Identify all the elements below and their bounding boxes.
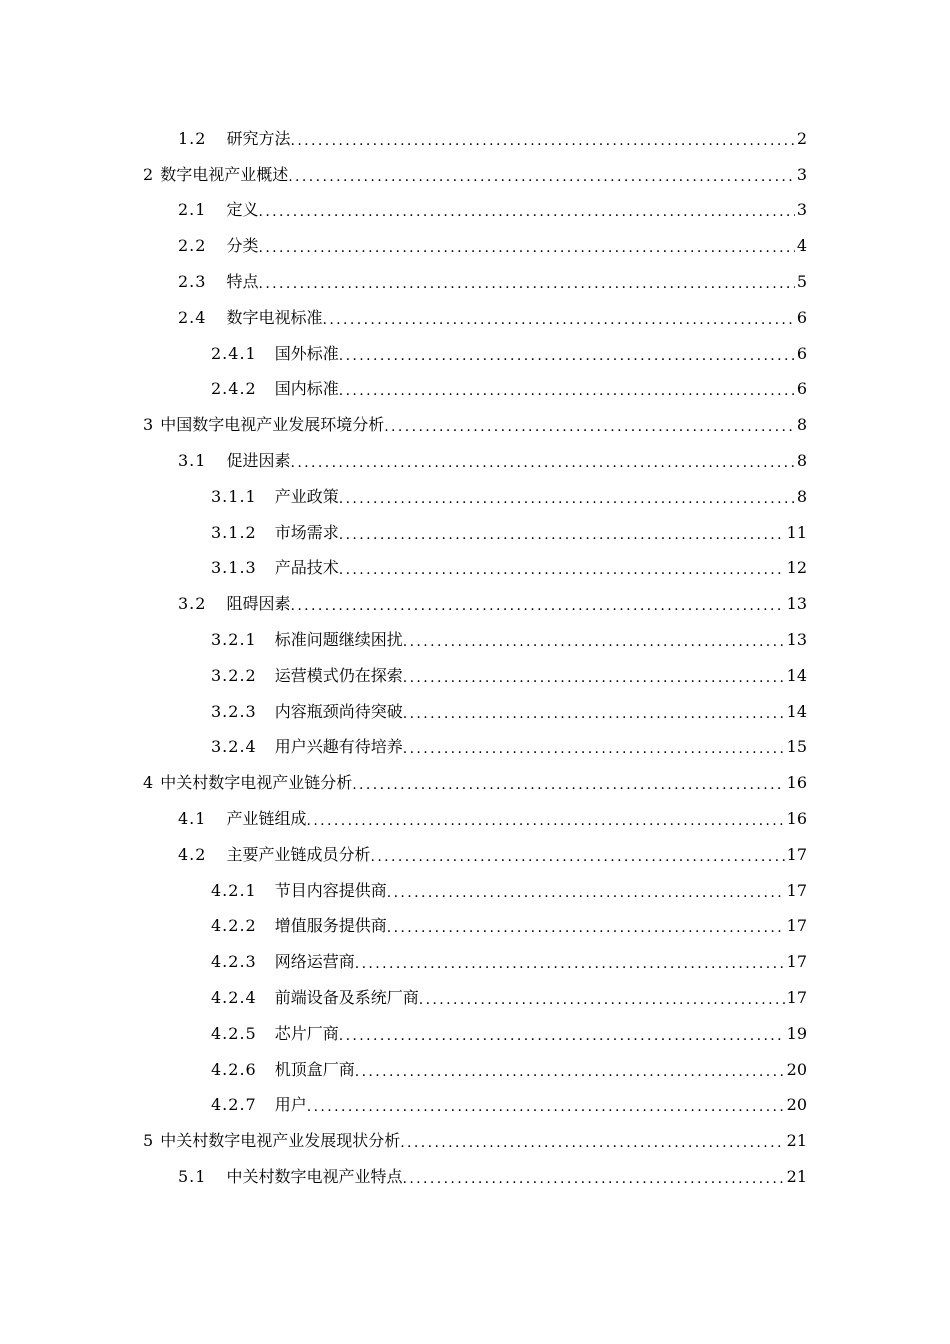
toc-entry-number: 2.3 xyxy=(178,272,207,292)
toc-entry[interactable] xyxy=(0,264,950,300)
toc-entry-title: 芯片厂商 xyxy=(274,1023,339,1043)
toc-entry-title: 网络运营商 xyxy=(274,952,355,972)
toc-entry-title: 增值服务提供商 xyxy=(274,916,387,936)
toc-entry-title: 中关村数字电视产业链分析 xyxy=(160,773,353,793)
dot-leader xyxy=(403,707,785,721)
toc-entry-number: 4.2.4 xyxy=(211,988,257,1008)
toc-entry[interactable] xyxy=(0,336,950,372)
toc-entry-page: 17 xyxy=(786,880,807,900)
toc-entry-number: 2 xyxy=(143,164,155,184)
dot-leader xyxy=(403,671,785,685)
dot-leader xyxy=(339,1029,785,1043)
toc-entry-title: 用户兴趣有待培养 xyxy=(274,737,403,757)
toc-entry-number: 3.1.2 xyxy=(211,522,257,542)
dot-leader xyxy=(290,134,794,148)
toc-entry-page: 6 xyxy=(796,307,807,327)
toc-entry-title: 促进因素 xyxy=(226,451,291,471)
toc-entry-title: 机顶盒厂商 xyxy=(274,1059,355,1079)
dot-leader xyxy=(339,349,795,363)
toc-entry-title: 产业政策 xyxy=(274,486,339,506)
dot-leader xyxy=(290,599,784,613)
toc-entry[interactable] xyxy=(0,407,950,443)
toc-entry-title: 数字电视产业概述 xyxy=(160,164,289,184)
dot-leader xyxy=(419,993,785,1007)
dot-leader xyxy=(339,528,785,542)
toc-entry-page: 11 xyxy=(786,522,807,542)
toc-entry-title: 用户 xyxy=(274,1095,307,1115)
dot-leader xyxy=(403,635,785,649)
toc-entry-title: 数字电视标准 xyxy=(226,307,323,327)
toc-entry-number: 4.2.5 xyxy=(211,1023,257,1043)
table-of-contents xyxy=(0,121,950,1195)
toc-entry-number: 3.1 xyxy=(178,451,207,471)
toc-entry[interactable] xyxy=(0,586,950,622)
toc-entry-page: 21 xyxy=(786,1167,807,1186)
toc-entry-title: 定义 xyxy=(226,200,259,220)
toc-entry-number: 1.2 xyxy=(178,128,207,148)
toc-entry[interactable] xyxy=(0,622,950,658)
toc-entry-number: 2.2 xyxy=(178,236,207,256)
toc-entry-page: 19 xyxy=(786,1023,807,1043)
toc-entry-title: 标准问题继续困扰 xyxy=(274,630,403,650)
toc-entry-number: 4.2 xyxy=(178,844,207,864)
toc-entry-number: 4 xyxy=(143,773,155,793)
toc-entry-number: 4.2.7 xyxy=(211,1095,257,1115)
toc-entry-page: 3 xyxy=(796,164,807,184)
toc-entry[interactable] xyxy=(0,909,950,945)
toc-entry-number: 3.2.3 xyxy=(211,701,257,721)
toc-entry[interactable] xyxy=(0,157,950,193)
toc-entry-title: 中国数字电视产业发展环境分析 xyxy=(160,415,385,435)
toc-entry[interactable] xyxy=(0,1052,950,1088)
toc-entry[interactable] xyxy=(0,837,950,873)
toc-entry-number: 4.2.3 xyxy=(211,952,257,972)
toc-entry-number: 5 xyxy=(143,1131,155,1151)
toc-entry-title: 国外标准 xyxy=(274,343,339,363)
toc-entry-number: 5.1 xyxy=(178,1167,207,1186)
toc-entry[interactable] xyxy=(0,372,950,408)
toc-entry-page: 15 xyxy=(786,737,807,757)
toc-entry-number: 2.4 xyxy=(178,307,207,327)
toc-entry-number: 4.2.6 xyxy=(211,1059,257,1079)
toc-entry[interactable] xyxy=(0,944,950,980)
toc-entry-number: 3.2.4 xyxy=(211,737,257,757)
toc-entry[interactable] xyxy=(0,1088,950,1124)
toc-entry-number: 4.2.2 xyxy=(211,916,257,936)
toc-entry[interactable] xyxy=(0,551,950,587)
dot-leader xyxy=(387,886,785,900)
toc-entry-number: 3.2 xyxy=(178,594,207,614)
toc-entry-title: 阻碍因素 xyxy=(226,594,291,614)
dot-leader xyxy=(339,492,795,506)
toc-entry-title: 节目内容提供商 xyxy=(274,880,387,900)
toc-entry-page: 17 xyxy=(786,916,807,936)
dot-leader xyxy=(387,921,785,935)
dot-leader xyxy=(400,1136,784,1150)
toc-entry[interactable] xyxy=(0,1016,950,1052)
toc-entry-page: 3 xyxy=(796,200,807,220)
toc-entry-page: 14 xyxy=(786,665,807,685)
dot-leader xyxy=(306,814,784,828)
toc-entry-page: 20 xyxy=(786,1059,807,1079)
toc-entry[interactable] xyxy=(0,694,950,730)
dot-leader xyxy=(258,277,794,291)
dot-leader xyxy=(355,1065,785,1079)
toc-entry-title: 国内标准 xyxy=(274,379,339,399)
dot-leader xyxy=(355,957,785,971)
toc-entry[interactable] xyxy=(0,300,950,336)
toc-entry[interactable] xyxy=(0,1159,950,1195)
toc-entry-page: 8 xyxy=(796,415,807,435)
dot-leader xyxy=(290,456,794,470)
toc-entry-title: 产品技术 xyxy=(274,558,339,578)
toc-entry-page: 17 xyxy=(786,844,807,864)
dot-leader xyxy=(307,1100,785,1114)
dot-leader xyxy=(322,313,794,327)
toc-entry[interactable] xyxy=(0,228,950,264)
toc-entry-title: 分类 xyxy=(226,236,259,256)
toc-entry-number: 2.4.1 xyxy=(211,343,257,363)
toc-entry-page: 13 xyxy=(786,594,807,614)
toc-entry-page: 16 xyxy=(786,809,807,829)
toc-entry-number: 2.1 xyxy=(178,200,207,220)
toc-entry-page: 14 xyxy=(786,701,807,721)
toc-entry[interactable] xyxy=(0,121,950,157)
toc-entry-title: 特点 xyxy=(226,272,259,292)
dot-leader xyxy=(352,778,784,792)
toc-entry-number: 3.1.3 xyxy=(211,558,257,578)
dot-leader xyxy=(384,420,795,434)
dot-leader xyxy=(370,850,784,864)
toc-entry-title: 中关村数字电视产业发展现状分析 xyxy=(160,1131,401,1151)
toc-entry-number: 3.2.1 xyxy=(211,630,257,650)
toc-entry-number: 4.2.1 xyxy=(211,880,257,900)
toc-entry-page: 12 xyxy=(786,558,807,578)
dot-leader xyxy=(403,742,785,756)
toc-entry-page: 21 xyxy=(786,1131,807,1151)
toc-entry-page: 8 xyxy=(796,486,807,506)
toc-entry-page: 17 xyxy=(786,952,807,972)
toc-entry[interactable] xyxy=(0,479,950,515)
dot-leader xyxy=(288,170,795,184)
toc-entry-number: 4.1 xyxy=(178,809,207,829)
dot-leader xyxy=(402,1172,784,1186)
toc-entry-page: 8 xyxy=(796,451,807,471)
toc-entry-number: 3 xyxy=(143,415,155,435)
toc-entry[interactable] xyxy=(0,1123,950,1159)
toc-entry[interactable] xyxy=(0,801,950,837)
toc-entry-title: 内容瓶颈尚待突破 xyxy=(274,701,403,721)
toc-entry[interactable] xyxy=(0,730,950,766)
toc-entry-page: 6 xyxy=(796,379,807,399)
toc-entry-title: 研究方法 xyxy=(226,128,291,148)
toc-entry-title: 主要产业链成员分析 xyxy=(226,844,371,864)
toc-entry-page: 20 xyxy=(786,1095,807,1115)
toc-entry[interactable] xyxy=(0,658,950,694)
toc-entry-number: 3.2.2 xyxy=(211,665,257,685)
toc-entry-page: 17 xyxy=(786,988,807,1008)
toc-entry-page: 13 xyxy=(786,630,807,650)
toc-entry-page: 2 xyxy=(796,128,807,148)
toc-entry[interactable] xyxy=(0,193,950,229)
dot-leader xyxy=(339,384,795,398)
toc-entry-page: 6 xyxy=(796,343,807,363)
toc-entry[interactable] xyxy=(0,443,950,479)
dot-leader xyxy=(258,205,794,219)
toc-entry-title: 产业链组成 xyxy=(226,809,307,829)
toc-entry-page: 16 xyxy=(786,773,807,793)
toc-entry-number: 2.4.2 xyxy=(211,379,257,399)
dot-leader xyxy=(258,241,794,255)
toc-entry-number: 3.1.1 xyxy=(211,486,257,506)
toc-entry-page: 5 xyxy=(796,272,807,292)
toc-entry-page: 4 xyxy=(796,236,807,256)
toc-entry[interactable] xyxy=(0,873,950,909)
toc-entry-title: 市场需求 xyxy=(274,522,339,542)
toc-entry-title: 中关村数字电视产业特点 xyxy=(226,1167,403,1186)
toc-entry-title: 前端设备及系统厂商 xyxy=(274,988,419,1008)
toc-entry[interactable] xyxy=(0,515,950,551)
toc-entry-title: 运营模式仍在探索 xyxy=(274,665,403,685)
toc-entry[interactable] xyxy=(0,980,950,1016)
toc-entry[interactable] xyxy=(0,765,950,801)
dot-leader xyxy=(339,563,785,577)
